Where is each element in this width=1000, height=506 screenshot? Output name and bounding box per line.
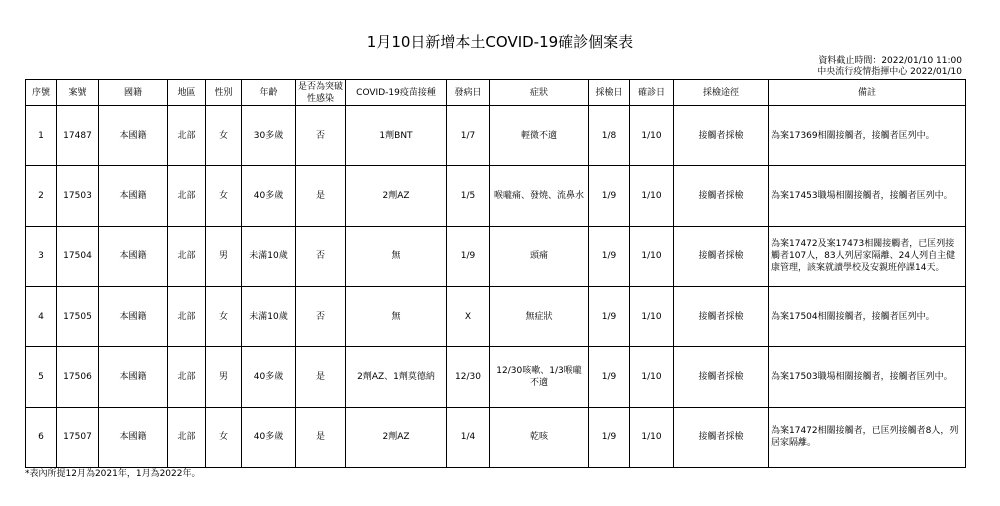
cell-vaccine: 1劑BNT	[346, 106, 447, 166]
cell-region: 北部	[168, 286, 206, 346]
cell-nationality: 本國籍	[99, 286, 168, 346]
cell-test-route: 接觸者採檢	[674, 166, 769, 226]
cell-sex: 女	[206, 166, 242, 226]
cell-onset: 1/9	[447, 226, 490, 286]
footnote: *表內所提12月為2021年，1月為2022年。	[25, 469, 201, 479]
cell-sample-date: 1/9	[589, 347, 630, 407]
header-notes: 備註	[769, 80, 966, 106]
header-test-route: 採檢途徑	[674, 80, 769, 106]
table-header-row	[26, 80, 966, 106]
cell-notes: 為案17472及案17473相關接觸者，已匡列接觸者107人，83人列居家隔離、24人列自主健康管理，該案就讀學校及安親班停課14天。	[769, 226, 966, 286]
cell-symptoms: 12/30咳嗽、1/3喉嚨不適	[490, 347, 589, 407]
header-serial: 序號	[26, 80, 57, 106]
cell-age: 未滿10歲	[242, 226, 296, 286]
page-title: 1月10日新增本土COVID-19確診個案表	[366, 33, 634, 51]
cell-age: 40多歲	[242, 347, 296, 407]
cell-symptoms: 喉嚨痛、發燒、流鼻水	[490, 166, 589, 226]
cell-confirm-date: 1/10	[630, 106, 674, 166]
table-row	[26, 226, 966, 286]
cell-symptoms: 頭痛	[490, 226, 589, 286]
cell-sex: 女	[206, 407, 242, 467]
cell-onset: 12/30	[447, 347, 490, 407]
cell-test-route: 接觸者採檢	[674, 286, 769, 346]
table-row	[26, 347, 966, 407]
cell-case-no: 17503	[57, 166, 99, 226]
header-confirm-date: 確診日	[630, 80, 674, 106]
cell-case-no: 17487	[57, 106, 99, 166]
cell-confirm-date: 1/10	[630, 407, 674, 467]
cell-sex: 男	[206, 347, 242, 407]
cell-sex: 女	[206, 106, 242, 166]
cell-case-no: 17506	[57, 347, 99, 407]
cell-sample-date: 1/9	[589, 286, 630, 346]
cell-symptoms: 無症狀	[490, 286, 589, 346]
cell-serial: 4	[26, 286, 57, 346]
cell-nationality: 本國籍	[99, 347, 168, 407]
data-cutoff-info	[817, 56, 962, 78]
cell-notes: 為案17453職場相關接觸者，接觸者匡列中。	[769, 166, 966, 226]
cell-notes: 為案17503職場相關接觸者，接觸者匡列中。	[769, 347, 966, 407]
header-age: 年齡	[242, 80, 296, 106]
cell-region: 北部	[168, 226, 206, 286]
cell-confirm-date: 1/10	[630, 166, 674, 226]
cell-age: 30多歲	[242, 106, 296, 166]
header-breakthrough: 是否為突破性感染	[296, 80, 346, 106]
cell-sex: 女	[206, 286, 242, 346]
cell-notes: 為案17369相關接觸者，接觸者匡列中。	[769, 106, 966, 166]
table-row	[26, 106, 966, 166]
header-case-no: 案號	[57, 80, 99, 106]
cell-serial: 6	[26, 407, 57, 467]
table-row	[26, 286, 966, 346]
cell-test-route: 接觸者採檢	[674, 226, 769, 286]
cell-nationality: 本國籍	[99, 226, 168, 286]
cell-breakthrough: 是	[296, 347, 346, 407]
data-source: 中央流行疫情指揮中心 2022/01/10	[817, 67, 962, 77]
cell-sample-date: 1/9	[589, 166, 630, 226]
header-sample-date: 採檢日	[589, 80, 630, 106]
cell-vaccine: 2劑AZ	[346, 407, 447, 467]
cell-breakthrough: 否	[296, 106, 346, 166]
cell-confirm-date: 1/10	[630, 347, 674, 407]
cell-notes: 為案17504相關接觸者，接觸者匡列中。	[769, 286, 966, 346]
cell-serial: 5	[26, 347, 57, 407]
header-region: 地區	[168, 80, 206, 106]
cell-region: 北部	[168, 106, 206, 166]
cell-nationality: 本國籍	[99, 166, 168, 226]
cell-confirm-date: 1/10	[630, 226, 674, 286]
data-cutoff-time: 資料截止時間：2022/01/10 11:00	[818, 56, 962, 66]
cell-onset: X	[447, 286, 490, 346]
cell-vaccine: 2劑AZ	[346, 166, 447, 226]
cell-breakthrough: 是	[296, 166, 346, 226]
cell-region: 北部	[168, 347, 206, 407]
header-onset: 發病日	[447, 80, 490, 106]
cell-breakthrough: 是	[296, 407, 346, 467]
cell-serial: 1	[26, 106, 57, 166]
cell-symptoms: 乾咳	[490, 407, 589, 467]
cell-nationality: 本國籍	[99, 106, 168, 166]
header-sex: 性別	[206, 80, 242, 106]
header-symptoms: 症狀	[490, 80, 589, 106]
cell-case-no: 17505	[57, 286, 99, 346]
cell-test-route: 接觸者採檢	[674, 347, 769, 407]
cell-onset: 1/5	[447, 166, 490, 226]
cell-symptoms: 輕微不適	[490, 106, 589, 166]
cell-age: 未滿10歲	[242, 286, 296, 346]
cell-vaccine: 無	[346, 286, 447, 346]
header-nationality: 國籍	[99, 80, 168, 106]
cell-test-route: 接觸者採檢	[674, 407, 769, 467]
cell-nationality: 本國籍	[99, 407, 168, 467]
cell-test-route: 接觸者採檢	[674, 106, 769, 166]
cell-vaccine: 無	[346, 226, 447, 286]
header-vaccine: COVID-19疫苗接種	[346, 80, 447, 106]
cell-sex: 男	[206, 226, 242, 286]
cell-age: 40多歲	[242, 407, 296, 467]
cell-notes: 為案17472相關接觸者，已匡列接觸者8人，列居家隔離。	[769, 407, 966, 467]
case-table	[25, 79, 966, 468]
cell-region: 北部	[168, 166, 206, 226]
table-row	[26, 166, 966, 226]
cell-breakthrough: 否	[296, 226, 346, 286]
cell-sample-date: 1/9	[589, 407, 630, 467]
cell-sample-date: 1/8	[589, 106, 630, 166]
cell-onset: 1/4	[447, 407, 490, 467]
cell-vaccine: 2劑AZ、1劑莫德納	[346, 347, 447, 407]
cell-confirm-date: 1/10	[630, 286, 674, 346]
cell-serial: 3	[26, 226, 57, 286]
cell-case-no: 17507	[57, 407, 99, 467]
cell-case-no: 17504	[57, 226, 99, 286]
cell-breakthrough: 否	[296, 286, 346, 346]
cell-serial: 2	[26, 166, 57, 226]
cell-onset: 1/7	[447, 106, 490, 166]
table-row	[26, 407, 966, 467]
cell-sample-date: 1/9	[589, 226, 630, 286]
cell-region: 北部	[168, 407, 206, 467]
cell-age: 40多歲	[242, 166, 296, 226]
